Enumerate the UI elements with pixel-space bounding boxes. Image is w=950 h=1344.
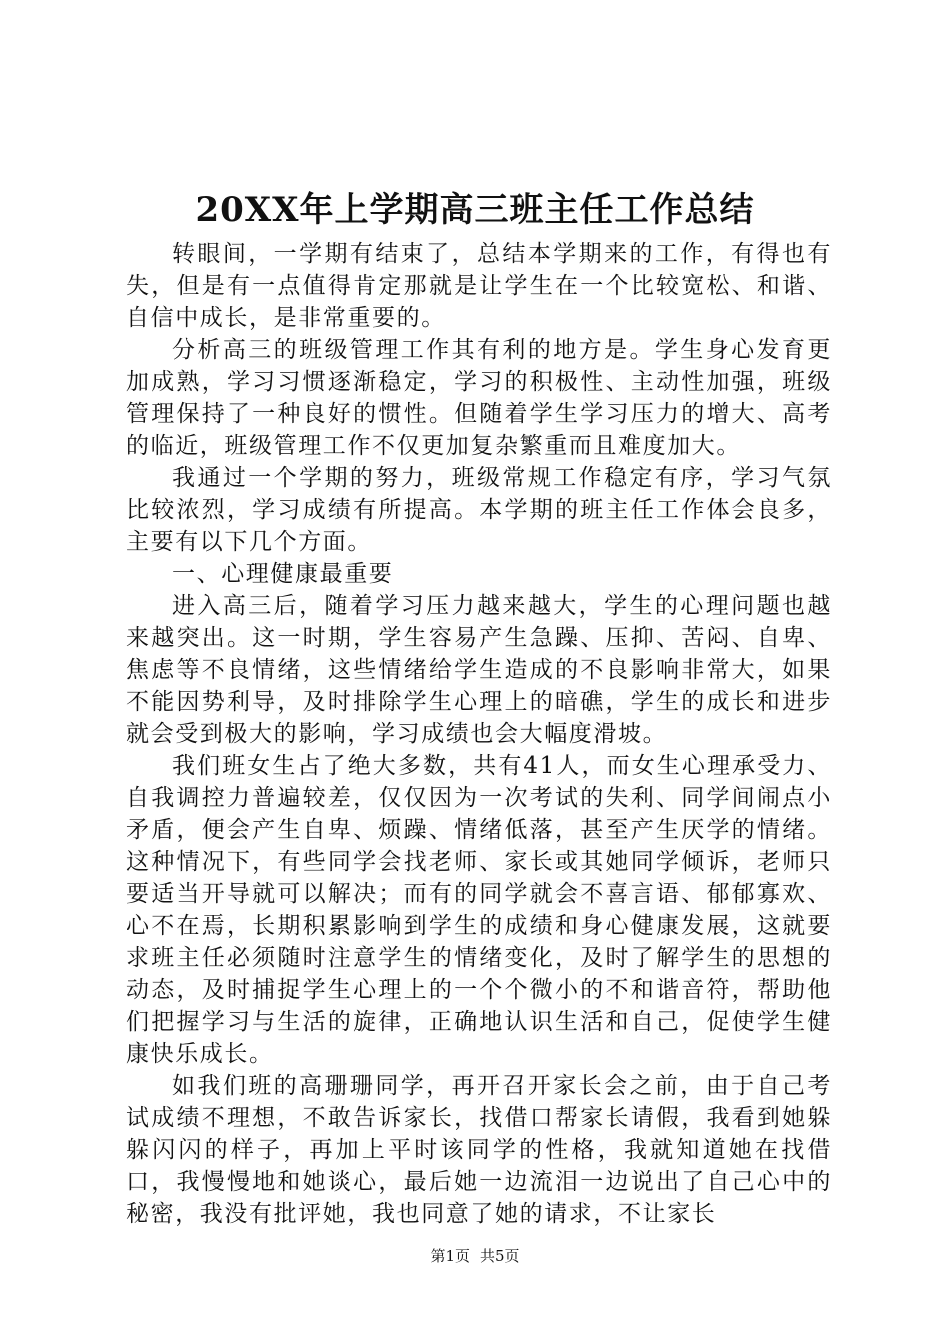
paragraph: 我们班女生占了绝大多数，共有41人，而女生心理承受力、自我调控力普遍较差，仅仅因为一次考试的失利、同学间闹点小矛盾，便会产生自卑、烦躁、情绪低落，甚至产生厌学的情绪。这种情况下，有些同学会找老师、家长或其她同学倾诉，老师只要适当开导就可以解决；而有的同学就会不喜言语、郁郁寡欢、心不在焉，长期积累影响到学生的成绩和身心健康发展，这就要求班主任必须随时注意学生的情绪变化，及时了解学生的思想的动态，及时捕捉学生心理上的一个个微小的不和谐音符，帮助他们把握学习与生活的旋律，正确地认识生活和自己，促使学生健康快乐成长。: [126, 753, 832, 1067]
page-number: 第1页: [430, 1247, 470, 1265]
paragraph: 分析高三的班级管理工作其有利的地方是。学生身心发育更加成熟，学习习惯逐渐稳定，学习的积极性、主动性加强，班级管理保持了一种良好的惯性。但随着学生学习压力的增大、高考的临近，班级管理工作不仅更加复杂繁重而且难度加大。: [126, 337, 832, 459]
page-footer: [0, 1246, 950, 1266]
paragraph: 进入高三后，随着学习压力越来越大，学生的心理问题也越来越突出。这一时期，学生容易产生急躁、压抑、苦闷、自卑、焦虑等不良情绪，这些情绪给学生造成的不良影响非常大，如果不能因势利导，及时排除学生心理上的暗礁，学生的成长和进步就会受到极大的影响，学习成绩也会大幅度滑坡。: [126, 593, 832, 747]
section-heading: 一、心理健康最重要: [172, 561, 394, 587]
paragraph: 如我们班的高珊珊同学，再开召开家长会之前，由于自己考试成绩不理想，不敢告诉家长，找借口帮家长请假，我看到她躲躲闪闪的样子，再加上平时该同学的性格，我就知道她在找借口，我慢慢地和她谈心，最后她一边流泪一边说出了自己心中的秘密，我没有批评她，我也同意了她的请求，不让家长: [126, 1073, 832, 1227]
paragraph: 我通过一个学期的努力，班级常规工作稳定有序，学习气氛比较浓烈，学习成绩有所提高。本学期的班主任工作体会良多，主要有以下几个方面。: [126, 465, 832, 555]
paragraph: 转眼间，一学期有结束了，总结本学期来的工作，有得也有失，但是有一点值得肯定那就是让学生在一个比较宽松、和谐、自信中成长，是非常重要的。: [126, 241, 832, 331]
document-body: [126, 238, 832, 1230]
page-total: 共5页: [480, 1247, 520, 1265]
document-title: 20XX年上学期高三班主任工作总结: [195, 190, 755, 230]
